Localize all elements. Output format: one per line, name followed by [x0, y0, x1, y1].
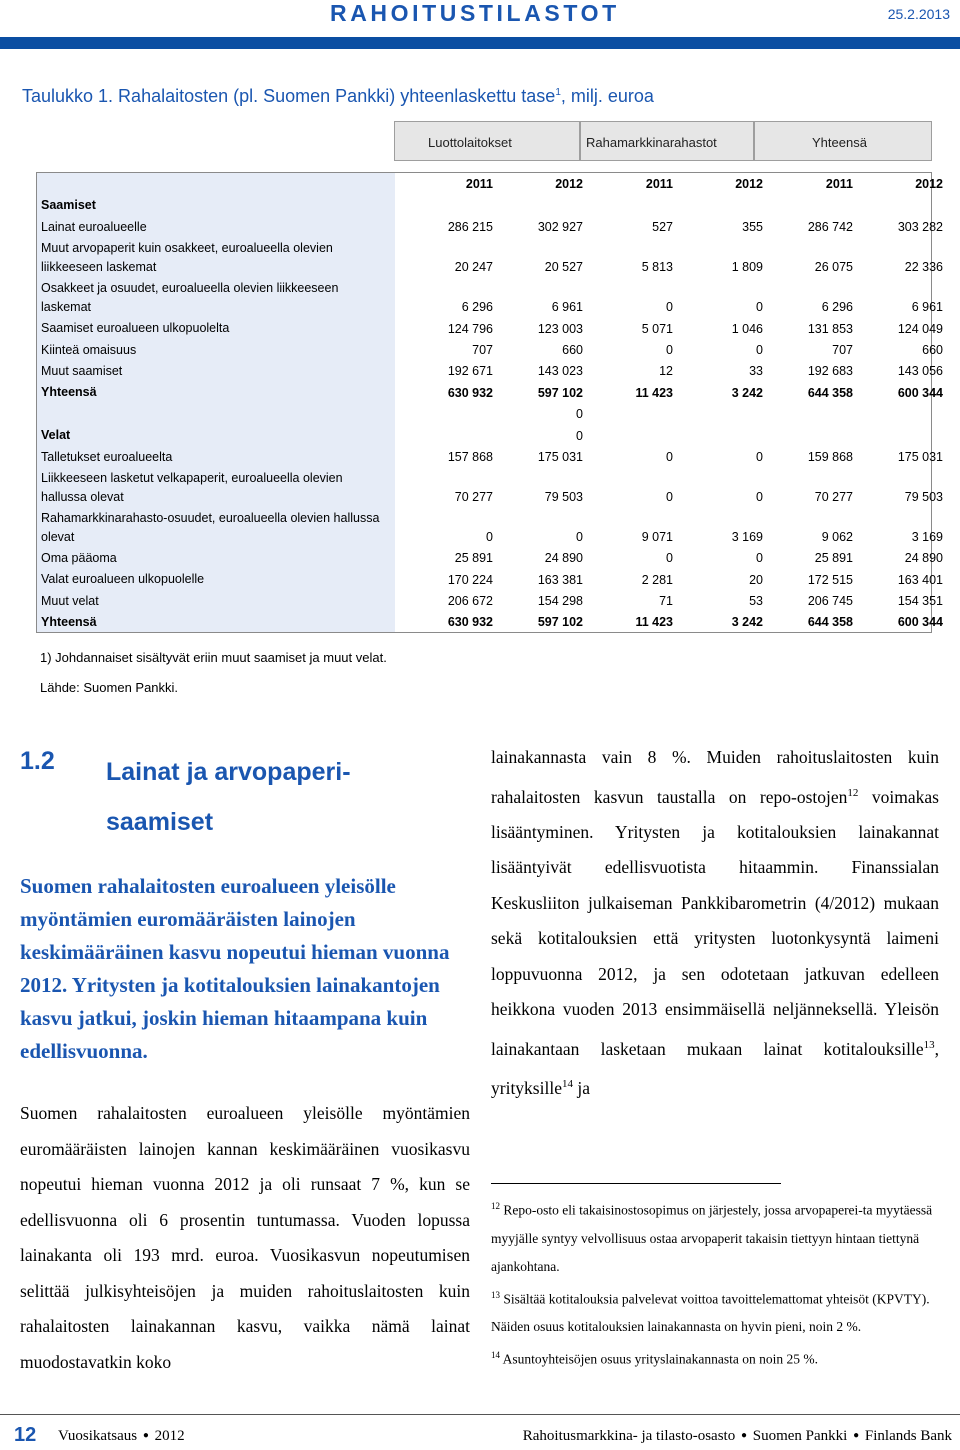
footnotes — [491, 1192, 941, 1374]
cell: 6 961 — [911, 300, 943, 315]
cell: 6 296 — [461, 300, 493, 315]
cell: 154 298 — [537, 594, 583, 609]
cell: 0 — [756, 300, 763, 315]
footnote-13 — [491, 1281, 941, 1342]
body-text-right-part: voimakas lisääntyminen. Yritysten ja kotitalouksien lainakannat lisääntyivät edellisvuotista hitaammin. Finanssialan Keskusliiton julkaiseman Pankkibarometrin (4/2012) mukaan sekä kotitalouksien että yritysten luotonkysyntä laimeni loppuvuonna 2012, ja sen odotetaan jatkuvan edelleen heikkona vuoden 2013 ensimmäisellä neljänneksellä. Yleisön lainakantaan lasketaan mukaan lainat kotitalouksille — [491, 786, 939, 1059]
body-text-left: Suomen rahalaitosten euroalueen yleisölle myöntämien euromääräisten lainojen kannan keskimääräinen vuosikasvu nopeutui hieman vuonna 2012 ja oli runsaat 7 %, kun se edellisvuonna oli 6 prosentin tuntumassa. Vuoden lopussa lainakanta oli 193 mrd. euroa. Vuosikasvun nopeutumisen selittää julkisyhteisöjen ja muiden rahoituslaitosten kuin rahalaitosten lainakannan kasvu, vaikka nämä lainat muodostavatkin koko — [20, 1103, 470, 1372]
cell: 302 927 — [537, 220, 583, 235]
cell: 5 071 — [641, 321, 673, 336]
year-header: 2011 — [825, 177, 853, 192]
footnote-number: 14 — [491, 1350, 500, 1360]
table-row — [37, 507, 943, 547]
footnote-number: 12 — [491, 1201, 500, 1211]
footer-publication — [58, 1428, 185, 1445]
cell: 20 — [749, 572, 763, 587]
cell: 6 961 — [551, 300, 583, 315]
running-header-date: 25.2.2013 — [887, 6, 950, 22]
cell: 597 102 — [537, 615, 583, 630]
row-label: Osakkeet ja osuudet, euroalueella olevien liikkeeseen laskemat — [37, 277, 395, 317]
cell: 192 671 — [447, 364, 493, 379]
cell: 20 247 — [454, 260, 493, 275]
footnote-12 — [491, 1192, 941, 1281]
cell: 25 891 — [814, 551, 853, 566]
footer-publication-year: 2012 — [154, 1428, 185, 1444]
row-label: Lainat euroalueelle — [37, 216, 395, 237]
cell: 527 — [652, 220, 673, 235]
cell: 124 796 — [447, 321, 493, 336]
cell: 0 — [576, 428, 583, 443]
footnote-separator — [491, 1183, 781, 1184]
cell: 9 071 — [641, 529, 673, 544]
cell: 9 062 — [821, 529, 853, 544]
table-row — [37, 446, 943, 467]
cell: 0 — [756, 551, 763, 566]
body-text-right-part: ja — [572, 1077, 590, 1098]
table-caption-text: Taulukko 1. Rahalaitosten (pl. Suomen Pankki) yhteenlaskettu tase — [22, 86, 556, 106]
cell: 660 — [922, 342, 943, 357]
bullet-icon: ● — [853, 1430, 860, 1441]
row-label: Oma pääoma — [37, 547, 395, 568]
cell: 192 683 — [807, 364, 853, 379]
cell: 630 932 — [447, 385, 493, 400]
row-label — [37, 403, 395, 424]
row-label: Valat euroalueen ulkopuolelle — [37, 568, 395, 589]
bullet-icon: ● — [142, 1430, 149, 1441]
cell: 143 023 — [537, 364, 583, 379]
cell: 630 932 — [447, 615, 493, 630]
table-row — [37, 403, 931, 424]
cell: 70 277 — [814, 489, 853, 504]
cell: 600 344 — [897, 385, 943, 400]
footnote-14 — [491, 1341, 941, 1374]
cell: 157 868 — [447, 449, 493, 464]
bullet-icon: ● — [740, 1430, 748, 1441]
cell: 303 282 — [897, 220, 943, 235]
header-bar — [0, 37, 960, 49]
cell: 163 381 — [537, 572, 583, 587]
cell: 0 — [756, 489, 763, 504]
cell: 644 358 — [807, 385, 853, 400]
table-row — [37, 568, 943, 589]
row-label: Muut arvopaperit kuin osakkeet, euroalueella olevien liikkeeseen laskemat — [37, 237, 395, 277]
year-header: 2012 — [915, 177, 943, 192]
footer-bank-sv: Finlands Bank — [864, 1428, 952, 1444]
cell: 71 — [659, 594, 673, 609]
table-source: Lähde: Suomen Pankki. — [40, 680, 179, 695]
cell: 11 423 — [635, 615, 673, 630]
table-row — [37, 360, 943, 381]
cell: 660 — [562, 342, 583, 357]
footer-dept: Rahoitusmarkkina- ja tilasto-osasto — [522, 1428, 736, 1444]
table-row — [37, 317, 943, 338]
footnote-text: Asuntoyhteisöjen osuus yrityslainakannasta on noin 25 %. — [502, 1351, 818, 1367]
footnote-number: 13 — [491, 1289, 500, 1300]
table-row-total — [37, 381, 943, 402]
cell: 5 813 — [641, 260, 673, 275]
table-row — [37, 194, 931, 215]
cell: 33 — [749, 364, 763, 379]
row-label: Kiinteä omaisuus — [37, 339, 395, 360]
row-label: Saamiset euroalueen ulkopuolelta — [37, 317, 395, 338]
balance-sheet-table — [36, 172, 943, 633]
cell: 0 — [756, 449, 763, 464]
footer-rule — [0, 1414, 960, 1415]
cell: 172 515 — [807, 572, 853, 587]
body-text-right-part: , yrityksille — [491, 1038, 939, 1098]
cell: 0 — [576, 407, 583, 422]
group-label-rahamarkkinarahastot: Rahamarkkinarahastot — [586, 135, 717, 150]
cell: 70 277 — [454, 489, 493, 504]
cell: 25 891 — [454, 551, 493, 566]
cell: 0 — [666, 551, 673, 566]
cell: 124 049 — [897, 321, 943, 336]
cell: 79 503 — [544, 489, 583, 504]
cell: 206 745 — [807, 594, 853, 609]
cell: 11 423 — [635, 385, 673, 400]
cell: 206 672 — [447, 594, 493, 609]
footnote-text: Repo-osto eli takaisinostosopimus on järjestely, jossa arvopaperei-ta myytäessä myyjälle syntyy velvollisuus ostaa arvopaperit takaisin tiettyyn hintaan tiettynä ajankohtana. — [491, 1202, 933, 1274]
cell: 20 527 — [544, 260, 583, 275]
lead-paragraph: Suomen rahalaitosten euroalueen yleisölle myöntämien euromääräisten lainojen keskimääräinen kasvu nopeutui hieman vuonna 2012. Yritysten ja kotitalouksien lainakantojen kasvu jatkui, joskin hieman hitaampana kuin edellisvuonna. — [20, 874, 450, 1063]
cell: 143 056 — [897, 364, 943, 379]
row-label: Liikkeeseen lasketut velkapaperit, euroalueella olevien hallussa olevat — [37, 467, 395, 507]
table-row — [37, 467, 943, 507]
row-label: Velat — [37, 424, 395, 445]
cell: 0 — [756, 342, 763, 357]
group-label-yhteensa: Yhteensä — [812, 135, 867, 150]
cell: 24 890 — [904, 551, 943, 566]
cell: 707 — [472, 342, 493, 357]
row-label: Rahamarkkinarahasto-osuudet, euroalueella olevien hallussa olevat — [37, 507, 395, 547]
footnote-text: Sisältää kotitalouksia palvelevat voittoa tavoittelemattomat yhteisöt (KPVTY). Näiden osuus kotitalouksien lainakannasta on hyvin pieni, noin 2 %. — [491, 1291, 930, 1334]
footnote-ref-14: 14 — [561, 1078, 573, 1091]
cell: 163 401 — [897, 572, 943, 587]
row-label — [37, 173, 395, 194]
table-row — [37, 277, 943, 317]
cell: 24 890 — [544, 551, 583, 566]
row-label: Saamiset — [37, 194, 395, 215]
cell: 597 102 — [537, 385, 583, 400]
table-row — [37, 547, 943, 568]
cell: 0 — [666, 489, 673, 504]
cell: 26 075 — [814, 260, 853, 275]
cell: 0 — [576, 529, 583, 544]
cell: 286 742 — [807, 220, 853, 235]
table-caption-suffix: , milj. euroa — [560, 86, 654, 106]
year-header: 2011 — [465, 177, 493, 192]
cell: 644 358 — [807, 615, 853, 630]
cell: 12 — [659, 364, 673, 379]
row-label: Muut velat — [37, 590, 395, 611]
cell: 600 344 — [897, 615, 943, 630]
cell: 3 169 — [731, 529, 763, 544]
cell: 2 281 — [641, 572, 673, 587]
table-row — [37, 237, 943, 277]
cell: 355 — [742, 220, 763, 235]
cell: 175 031 — [897, 449, 943, 464]
row-label: Yhteensä — [37, 611, 395, 632]
cell: 131 853 — [807, 321, 853, 336]
table-row-total — [37, 611, 943, 632]
year-header: 2012 — [555, 177, 583, 192]
footer-publication-name: Vuosikatsaus — [58, 1428, 138, 1444]
cell: 0 — [486, 529, 493, 544]
page-number: 12 — [14, 1424, 37, 1446]
cell: 286 215 — [447, 220, 493, 235]
year-header: 2011 — [645, 177, 673, 192]
section-number: 1.2 — [20, 747, 55, 775]
cell: 53 — [749, 594, 763, 609]
cell: 1 046 — [731, 321, 763, 336]
body-text-right — [491, 740, 939, 1106]
table-caption-sup: 1 — [555, 87, 561, 98]
group-label-luottolaitokset: Luottolaitokset — [428, 135, 512, 150]
footer-bank-fi: Suomen Pankki — [752, 1428, 848, 1444]
table-caption — [22, 86, 654, 107]
section-title: Lainat ja arvopaperi-saamiset — [106, 758, 351, 836]
table-row — [37, 339, 943, 360]
cell: 170 224 — [447, 572, 493, 587]
cell: 22 336 — [904, 260, 943, 275]
table-row — [37, 216, 943, 237]
footer-organization — [523, 1428, 952, 1445]
cell: 0 — [666, 300, 673, 315]
cell: 707 — [832, 342, 853, 357]
cell: 6 296 — [821, 300, 853, 315]
running-header-title: RAHOITUSTILASTOT — [330, 0, 620, 26]
body-text-right-part: lainakannasta vain 8 %. Muiden rahoituslaitosten kuin rahalaitosten kasvun taustalla on repo-ostojen — [491, 747, 939, 807]
cell: 123 003 — [537, 321, 583, 336]
row-label: Talletukset euroalueelta — [37, 446, 395, 467]
cell: 1 809 — [731, 260, 763, 275]
cell: 0 — [666, 342, 673, 357]
row-label: Yhteensä — [37, 381, 395, 402]
year-header: 2012 — [735, 177, 763, 192]
footnote-ref-12: 12 — [847, 786, 859, 799]
table-footnote: 1) Johdannaiset sisältyvät eriin muut saamiset ja muut velat. — [40, 650, 387, 665]
cell: 79 503 — [904, 489, 943, 504]
footnote-ref-13: 13 — [923, 1038, 935, 1051]
cell: 175 031 — [537, 449, 583, 464]
table-row-years — [37, 173, 943, 194]
cell: 154 351 — [897, 594, 943, 609]
cell: 3 242 — [731, 385, 763, 400]
table-row — [37, 590, 943, 611]
cell: 3 242 — [731, 615, 763, 630]
table-row — [37, 424, 931, 445]
cell: 3 169 — [911, 529, 943, 544]
cell: 159 868 — [807, 449, 853, 464]
row-label: Muut saamiset — [37, 360, 395, 381]
cell: 0 — [666, 449, 673, 464]
